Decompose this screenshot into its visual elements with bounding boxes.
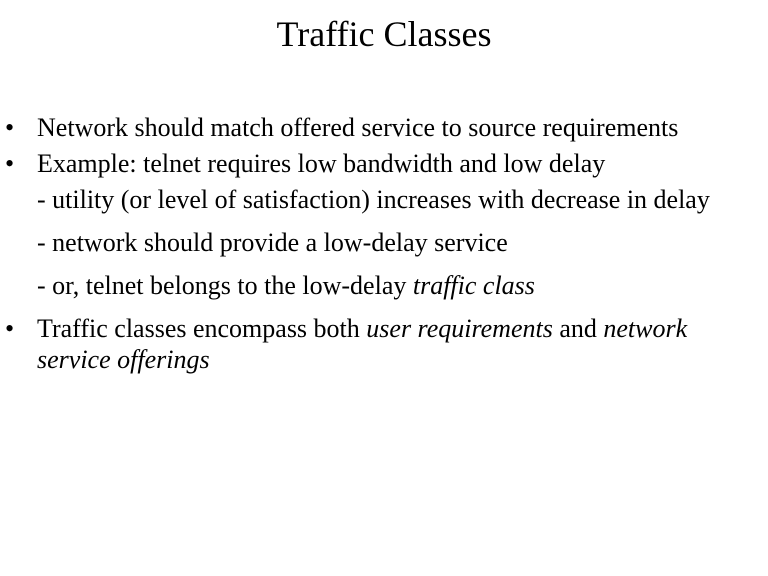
bullet-item-traffic-classes <box>0 313 747 375</box>
sub-item-low-delay-service <box>0 227 747 258</box>
bullet-list <box>0 112 768 380</box>
sub-item-traffic-class <box>0 270 747 301</box>
bullet-text: Example: telnet requires low bandwidth and low delay <box>37 149 606 178</box>
slide-title: Traffic Classes <box>276 14 492 54</box>
bullet-item-match-service <box>0 112 747 143</box>
bullet-text: Traffic classes encompass both <box>37 314 367 343</box>
sub-item-utility <box>0 184 747 215</box>
emphasis-traffic-class: traffic class <box>412 271 535 300</box>
bullet-item-telnet-example <box>0 148 747 179</box>
bullet-dot: • <box>5 149 15 178</box>
emphasis-network-service-offerings: network service offerings <box>37 314 688 374</box>
bullet-dot: • <box>5 314 15 343</box>
bullet-text-middle: and <box>552 314 604 343</box>
sub-item-text: - utility (or level of satisfaction) increases with decrease in delay <box>37 185 710 214</box>
sub-item-text: - network should provide a low-delay service <box>37 228 508 257</box>
emphasis-user-requirements: user requirements <box>366 314 553 343</box>
bullet-dot: • <box>5 113 15 142</box>
bullet-text: Network should match offered service to source requirements <box>37 113 679 142</box>
sub-item-text: - or, telnet belongs to the low-delay <box>37 271 413 300</box>
